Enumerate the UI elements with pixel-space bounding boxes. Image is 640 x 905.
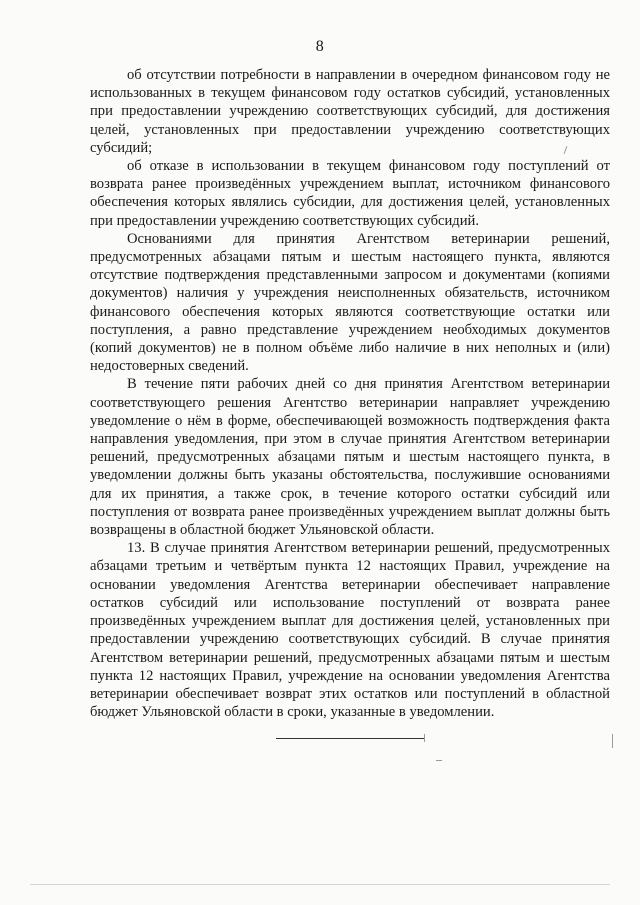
scan-artifact — [436, 760, 442, 761]
paragraph-no-need-for-remainders: об отсутствии потребности в направлении в очередном финансовом году не использованных в текущем финансовом году остатков субсидий, установленных при предоставлении учреждению соответствующих субсидий, для достижения целей, установленных при предоставлении учреждению соответствующих субсидий; — [90, 67, 610, 156]
scan-artifact — [30, 884, 610, 885]
paragraph-section-13: 13. В случае принятия Агентством ветеринарии решений, предусмотренных абзацами третьим и четвёртым пункта 12 настоящих Правил, учреждение на основании уведомления Агентства ветеринарии обеспечивает направление остатков субсидий или использование поступлений от возврата ранее произведённых учреждением выплат для достижения целей, установленных при предоставлении учреждению соответствующих субсидий. В случае принятия Агентством ветеринарии решений, предусмотренных абзацами пятым и шестым пункта 12 настоящих Правил, учреждение на основании уведомления Агентства ветеринарии обеспечивает возврат этих остатков или поступлений в областной бюджет Ульяновской области в сроки, указанные в уведомлении. — [90, 540, 610, 721]
paragraph-grounds-for-decisions: Основаниями для принятия Агентством ветеринарии решений, предусмотренных абзацами пятым и шестым настоящего пункта, являются отсутствие подтверждения представленными запросом и документами (копиями документов) наличия у учреждения неисполненных обязательств, источником финансового обеспечения которых являются соответствующие остатки или поступления, а равно представление учреждением необходимых документов (копий документов) не в полном объёме либо наличие в них неполных и (или) недостоверных сведений. — [90, 230, 610, 375]
scan-artifact — [612, 734, 613, 748]
closing-rule-line — [276, 738, 424, 739]
page-number: 8 — [315, 38, 325, 55]
paragraph-refusal-of-use: об отказе в использовании в текущем финансовом году поступлений от возврата ранее произведённых учреждением выплат, источником финансового обеспечения которых являлись субсидии, для достижения целей, установленных при предоставлении учреждению соответствующих субсидий. — [90, 158, 610, 229]
paragraph-notification: В течение пяти рабочих дней со дня принятия Агентством ветеринарии соответствующего решения Агентство ветеринарии направляет учреждению уведомление о нём в форме, обеспечивающей возможность подтверждения факта направления уведомления, при этом в случае принятия Агентством ветеринарии решений, предусмотренных абзацами пятым и шестым настоящего пункта, в уведомлении должны быть указаны обстоятельства, послужившие основаниями для их принятия, а также срок, в течение которого остатки субсидий или поступления от возврата ранее произведённых учреждением выплат должны быть возвращены в областной бюджет Ульяновской области. — [90, 376, 610, 539]
document-body — [90, 66, 610, 721]
scan-artifact — [424, 734, 425, 742]
